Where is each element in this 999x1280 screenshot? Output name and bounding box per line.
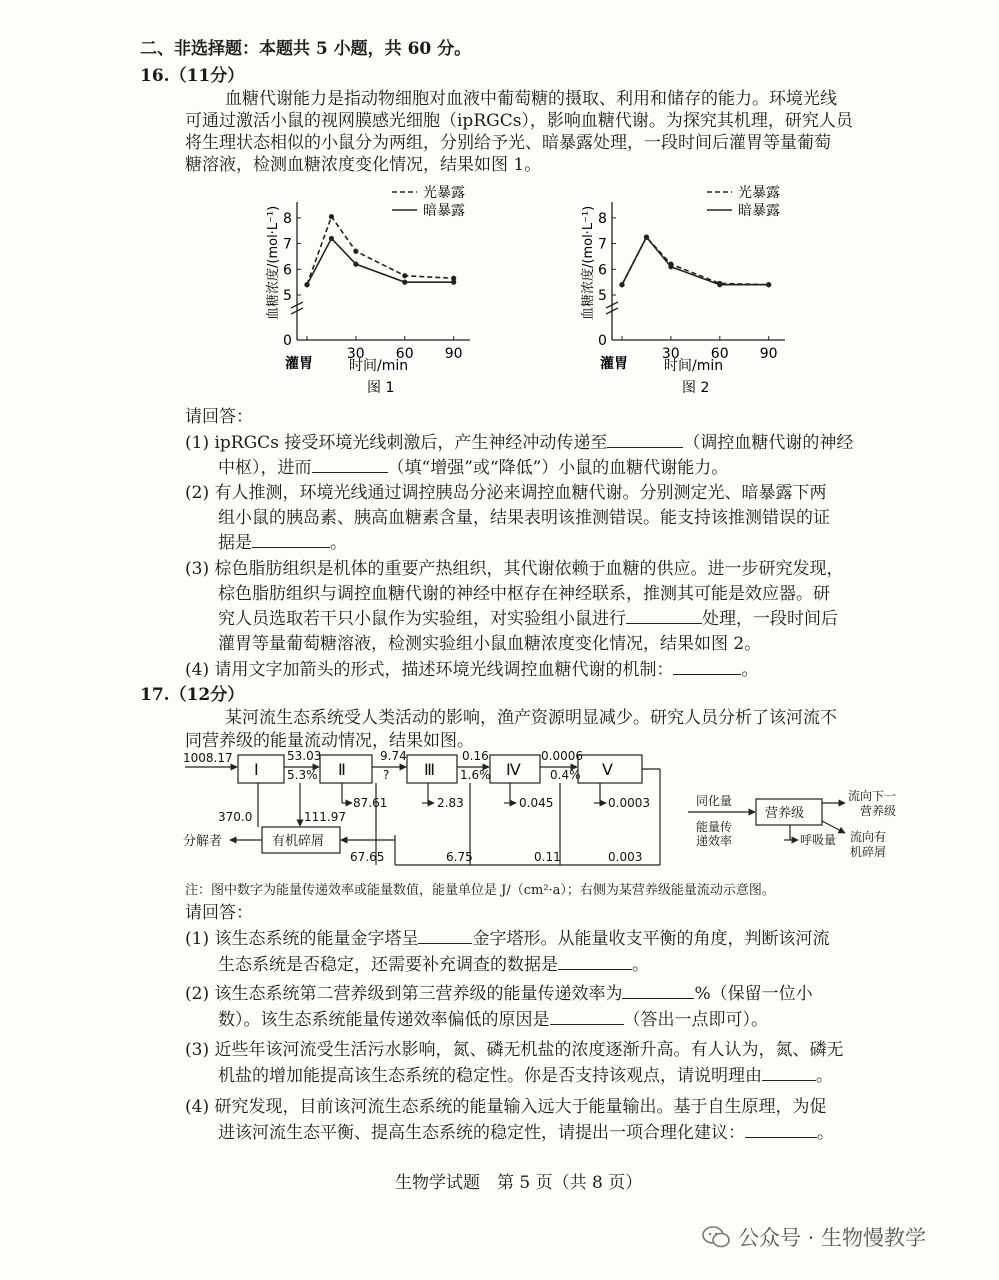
data-point — [304, 282, 309, 287]
flow-value: 53.03 — [287, 749, 322, 763]
chart-title: 图 2 — [682, 380, 710, 396]
data-point — [451, 280, 456, 285]
data-point — [717, 282, 722, 287]
efficiency-value: 1.6% — [460, 768, 491, 782]
legend-next: 流向下一 — [848, 789, 897, 803]
legend-eff: 递效率 — [696, 834, 733, 848]
data-point — [644, 235, 649, 240]
data-point — [353, 262, 358, 267]
q17-item-3: (3) 近些年该河流受生活污水影响，氮、磷无机盐的浓度逐渐升高。有人认为，氮、磷无 — [185, 1040, 844, 1060]
q17-intro-line: 某河流生态系统受人类活动的影响，渔产资源明显减少。研究人员分析了该河流不 — [225, 708, 837, 728]
level-label: Ⅲ — [424, 760, 436, 779]
data-point — [402, 273, 407, 278]
legend-label: 暗暴露 — [738, 203, 780, 219]
q16-item-2: (2) 有人推测，环境光线通过调控胰岛分泌来调控血糖代谢。分别测定光、暗暴露下两 — [185, 483, 827, 503]
flow-value: 0.0006 — [541, 749, 583, 763]
data-point — [766, 282, 771, 287]
q16-ask: 请回答： — [185, 407, 253, 427]
level-label: Ⅰ — [254, 760, 259, 779]
legend-label: 光暴露 — [738, 185, 780, 201]
legend-assim: 同化量 — [696, 794, 733, 808]
x-tick-label: 灌胃 — [285, 356, 313, 372]
q16-item-3-cont: 究人员选取若干只小鼠作为实验组，对实验组小鼠进行 处理，一段时间后 — [218, 609, 838, 629]
y-tick-label: 6 — [283, 262, 292, 279]
y-tick-label: 8 — [283, 210, 292, 227]
figures-1-2 — [0, 180, 999, 420]
data-point — [402, 280, 407, 285]
y-tick-label: 5 — [283, 288, 292, 304]
watermark — [702, 1222, 926, 1252]
level-label: Ⅳ — [506, 760, 521, 779]
level-box — [320, 755, 372, 783]
q17-intro-line: 同营养级的能量流动情况，结果如图。 — [185, 731, 474, 751]
answer-blank[interactable] — [607, 447, 683, 448]
y-tick-label: 0 — [283, 333, 292, 349]
answer-blank[interactable] — [745, 1137, 817, 1138]
section-title: 二、非选择题：本题共 5 小题，共 60 分。 — [140, 39, 472, 59]
series-line — [307, 217, 454, 285]
answer-blank[interactable] — [558, 969, 632, 970]
answer-blank[interactable] — [673, 674, 741, 675]
page-footer: 生物学试题 第 5 页（共 8 页） — [395, 1173, 643, 1193]
level-label: Ⅴ — [602, 760, 613, 779]
q16-item-3-cont: 棕色脂肪组织与调控血糖代谢的神经中枢存在神经联系，推测其可能是效应器。研 — [218, 584, 830, 604]
q16-item-1-cont: 中枢），进而 （填“增强”或“降低”）小鼠的血糖代谢能力。 — [218, 458, 729, 478]
q16-intro-line: 糖溶液，检测血糖浓度变化情况，结果如图 1。 — [185, 155, 542, 175]
q17-item-4-cont: 进该河流生态平衡、提高生态系统的稳定性，请提出一项合理化建议： 。 — [218, 1123, 834, 1143]
answer-blank[interactable] — [550, 1024, 624, 1025]
answer-blank[interactable] — [626, 623, 702, 624]
x-tick-label: 30 — [346, 346, 365, 362]
legend-label: 光暴露 — [423, 185, 465, 201]
level-box — [238, 755, 284, 783]
respiration-value: 0.0003 — [608, 796, 650, 810]
watermark-text: 公众号 · 生物慢教学 — [738, 1226, 927, 1250]
x-tick-label: 90 — [759, 346, 778, 362]
legend-next: 营养级 — [860, 804, 897, 818]
detritus-flow: 111.97 — [304, 810, 346, 824]
q16-intro-line: 将生理状态相似的小鼠分为两组，分别给予光、暗暴露处理，一段时间后灌胃等量葡萄 — [185, 133, 831, 153]
detritus-flow: 370.0 — [218, 810, 253, 824]
q17-item-1: (1) 该生态系统的能量金字塔呈 金字塔形。从能量收支平衡的角度，判断该河流 — [185, 929, 830, 949]
legend-det: 机碎屑 — [850, 845, 887, 859]
y-tick-label: 8 — [598, 210, 607, 227]
series-line — [622, 237, 769, 285]
q17-number: 17.（12分） — [140, 685, 245, 705]
flow-value: 9.74 — [380, 749, 407, 763]
input-value: 1008.17 — [183, 751, 233, 765]
series-line — [622, 237, 769, 285]
q16-item-3: (3) 棕色脂肪组织是机体的重要产热组织，其代谢依赖于血糖的供应。进一步研究发现， — [185, 559, 844, 579]
y-tick-label: 0 — [598, 333, 607, 349]
data-point — [668, 264, 673, 269]
detritus-flow: 6.75 — [446, 850, 473, 864]
q17-item-1-cont: 生态系统是否稳定，还需要补充调查的数据是 。 — [218, 955, 649, 975]
q17-item-4: (4) 研究发现，目前该河流生态系统的能量输入远大于能量输出。基于自生原理，为促 — [185, 1097, 827, 1117]
chart-title: 图 1 — [367, 380, 395, 396]
respiration-value: 87.61 — [353, 796, 388, 810]
legend-resp: 呼吸量 — [800, 833, 837, 847]
y-axis-label: 血糖浓度/(mol·L⁻¹) — [266, 205, 281, 320]
respiration-value: 0.045 — [519, 796, 554, 810]
level-label: Ⅱ — [338, 760, 346, 779]
q16-item-1: (1) ipRGCs 接受环境光线刺激后，产生神经冲动传递至 （调控血糖代谢的神经 — [185, 433, 854, 453]
q16-intro-line: 血糖代谢能力是指动物细胞对血液中葡萄糖的摄取、利用和储存的能力。环境光线 — [225, 89, 837, 109]
y-tick-label: 7 — [283, 236, 292, 253]
detritus-flow: 0.11 — [534, 850, 561, 864]
data-point — [329, 236, 334, 241]
answer-blank[interactable] — [622, 998, 694, 999]
x-tick-label: 60 — [710, 346, 729, 362]
q16-number: 16.（11分） — [140, 66, 245, 86]
legend-det: 流向有 — [850, 830, 887, 844]
q17-item-2-cont: 数）。该生态系统能量传递效率偏低的原因是 （答出一点即可）。 — [218, 1010, 768, 1030]
q17-item-2: (2) 该生态系统第二营养级到第三营养级的能量传递效率为 %（保留一位小 — [185, 984, 813, 1004]
answer-blank[interactable] — [312, 472, 388, 473]
legend-eff: 能量传 — [696, 820, 733, 834]
data-point — [329, 214, 334, 219]
answer-blank[interactable] — [252, 547, 330, 548]
q16-item-2-cont: 据是 。 — [218, 533, 347, 553]
detritus-flow: 67.65 — [350, 850, 385, 864]
x-axis-label: 时间/min — [664, 358, 724, 374]
efficiency-value: 0.4% — [550, 768, 581, 782]
answer-blank[interactable] — [762, 1080, 816, 1081]
y-axis-label: 血糖浓度/(mol·L⁻¹) — [581, 205, 596, 320]
q16-item-3-cont: 灌胃等量葡萄糖溶液，检测实验组小鼠血糖浓度变化情况，结果如图 2。 — [218, 634, 762, 654]
detritus-label: 有机碎屑 — [272, 834, 325, 849]
efficiency-value: ? — [383, 768, 390, 782]
data-point — [619, 282, 624, 287]
efficiency-value: 5.3% — [287, 768, 318, 782]
q16-item-2-cont: 组小鼠的胰岛素、胰高血糖素含量，结果表明该推测错误。能支持该推测错误的证 — [218, 508, 830, 528]
x-axis-label: 时间/min — [349, 358, 409, 374]
q17-note: 注：图中数字为能量传递效率或能量数值，能量单位是 J/（cm²·a）；右侧为某营养级能量流动示意图。 — [185, 883, 775, 898]
y-tick-label: 7 — [598, 236, 607, 253]
x-tick-label: 90 — [444, 346, 463, 362]
respiration-value: 2.83 — [437, 796, 464, 810]
answer-blank[interactable] — [418, 943, 472, 944]
x-tick-label: 30 — [661, 346, 680, 362]
legend-label: 暗暴露 — [423, 203, 465, 219]
x-tick-label: 60 — [395, 346, 414, 362]
wechat-icon — [702, 1226, 730, 1248]
q16-intro-line: 可通过激活小鼠的视网膜感光细胞（ipRGCs），影响血糖代谢。为探究其机理，研究人员 — [185, 111, 853, 131]
y-tick-label: 6 — [598, 262, 607, 279]
flow-value: 0.16 — [462, 749, 489, 763]
q16-item-4: (4) 请用文字加箭头的形式，描述环境光线调控血糖代谢的机制： 。 — [185, 660, 759, 680]
q17-ask: 请回答： — [185, 903, 253, 923]
data-point — [353, 249, 358, 254]
legend-box-label: 营养级 — [765, 806, 805, 821]
energy-flow-diagram — [0, 745, 999, 875]
y-tick-label: 5 — [598, 288, 607, 304]
detritus-flow: 0.003 — [608, 850, 643, 864]
q17-item-3-cont: 机盐的增加能提高该生态系统的稳定性。你是否支持该观点，请说明理由 。 — [218, 1066, 833, 1086]
x-tick-label: 灌胃 — [600, 356, 628, 372]
decomposer-label: 分解者 — [183, 834, 223, 849]
